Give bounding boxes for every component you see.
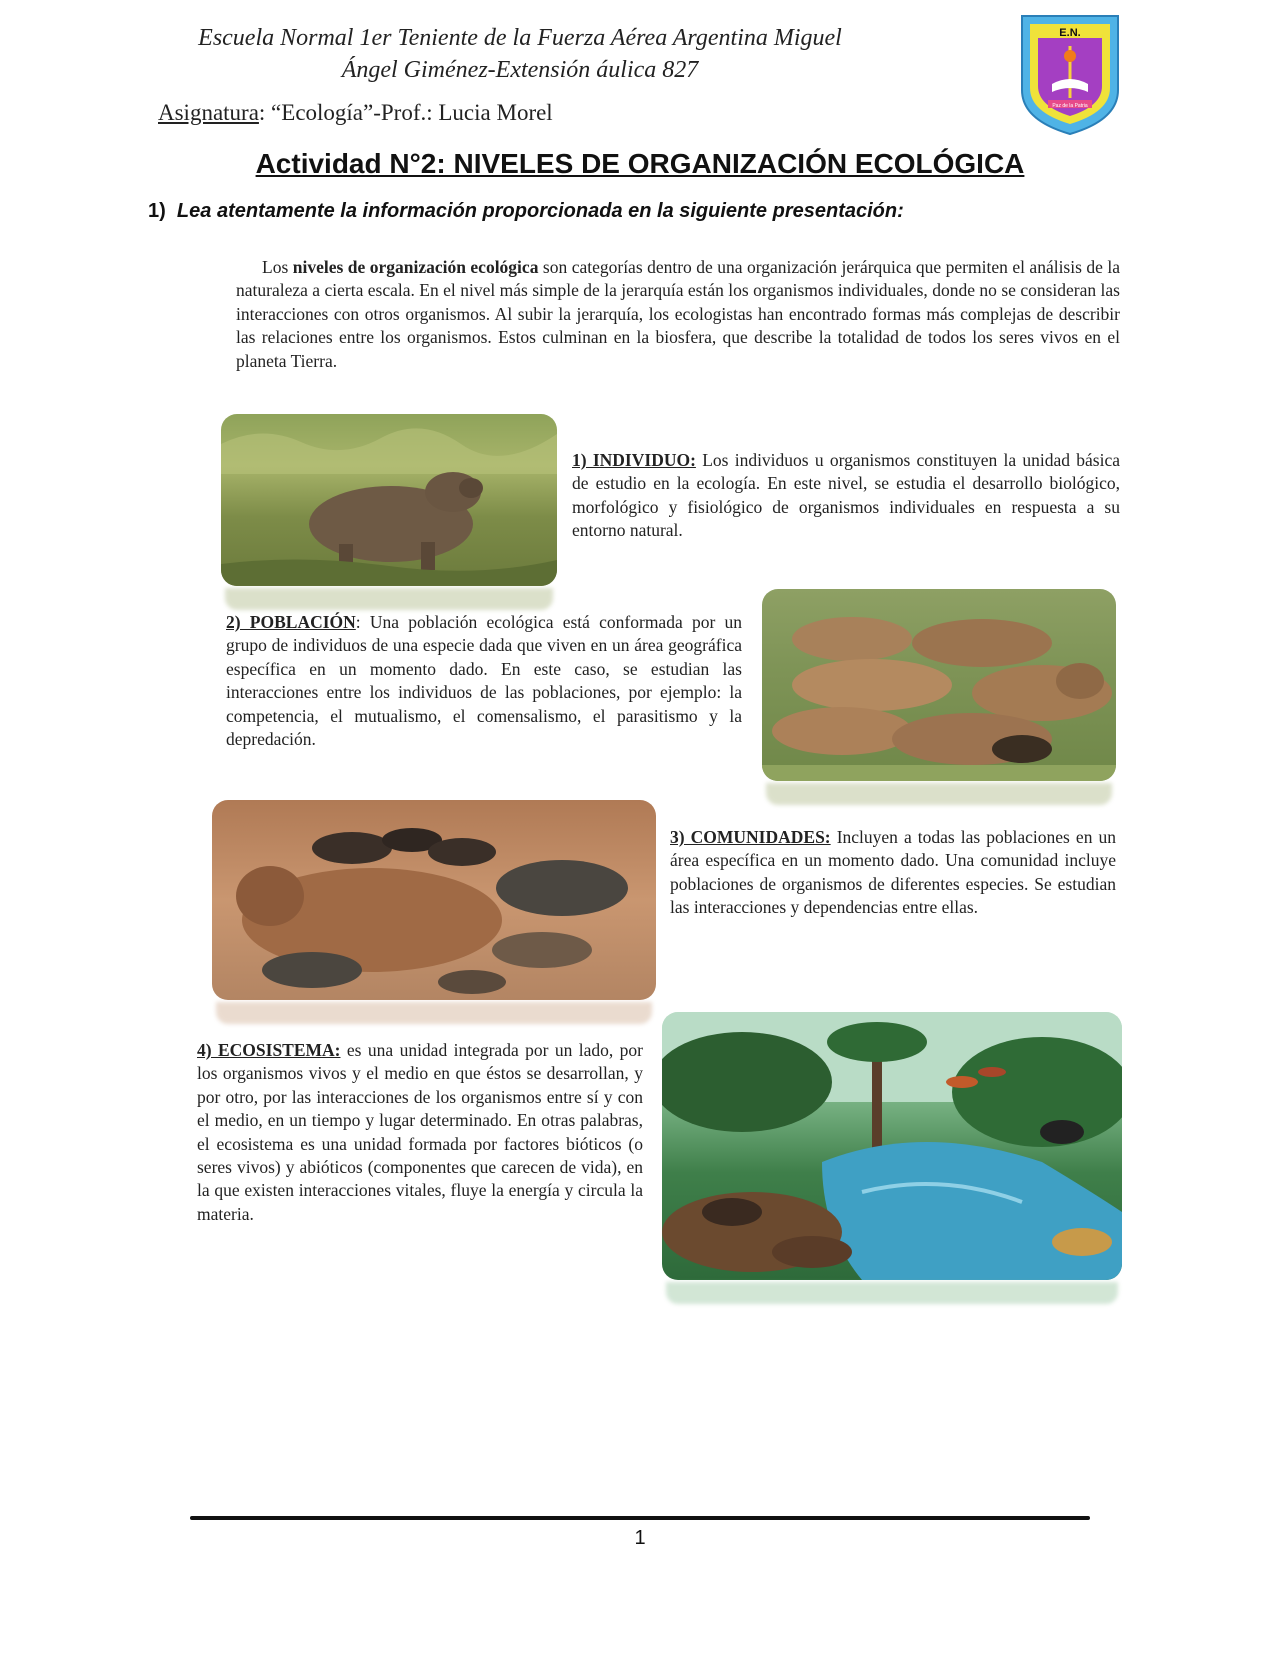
footer-rule	[190, 1516, 1090, 1520]
page-title: Actividad N°2: NIVELES DE ORGANIZACIÓN ECOLÓGICA	[255, 148, 1025, 179]
logo-motto: Paz de la Patria	[1052, 103, 1088, 109]
intro-post: son categorías dentro de una organización jerárquica que permiten el análisis de la naturaleza a cierta escala. En el nivel más simple de la jerarquía están los organismos individuales, donde no se consideran las interacciones con otros organismos. Al subir la jerarquía, los ecologistas han encontrado formas más complejas de describir las relaciones entre los organismos. Estos culminan en la biosfera, que describe la totalidad de todos los seres vivos en el planeta Tierra.	[236, 257, 1120, 371]
level-individuo-text: Los individuos u organismos constituyen la unidad básica de estudio en la ecología. En este nivel, se estudia el desarrollo biológico, morfológico y fisiológico de organismos individuales en respuesta a su entorno natural.	[572, 450, 1121, 541]
school-logo	[1018, 12, 1122, 138]
level-individuo-heading: 1) INDIVIDUO:	[572, 450, 696, 470]
capybara-population-photo	[762, 589, 1116, 781]
level-comunidades-heading: 3) COMUNIDADES:	[670, 827, 831, 847]
school-name	[140, 22, 900, 86]
intro-paragraph	[236, 256, 1120, 373]
level-comunidades-text: Incluyen a todas las poblaciones en un área específica en un momento dado. Una comunidad incluye poblaciones de organismos de diferentes especies. Se estudian las interacciones y dependencias entre ellas.	[670, 827, 1116, 918]
logo-text-top: E.N.	[1059, 27, 1081, 39]
level-poblacion-heading: 2) POBLACIÓN	[226, 612, 356, 632]
level-ecosistema-text: es una unidad integrada por un lado, por los organismos vivos y el medio en que éstos se desarrollan, y por otro, por las interacciones de los organismos entre sí y con el medio, en un tiempo y lugar determinado. En otras palabras, el ecosistema es una unidad formada por factores bióticos (o seres vivos) y abióticos (componentes que carecen de vida), en la que existen interacciones vitales, fluye la energía y circula la materia.	[197, 1040, 643, 1224]
ecosystem-illustration	[662, 1012, 1122, 1280]
instruction-text: Lea atentamente la información proporcionada en la siguiente presentación:	[176, 200, 904, 222]
level-individuo	[572, 449, 1120, 543]
capybara-individual-photo	[221, 414, 557, 586]
page-number: 1	[634, 1527, 646, 1549]
school-name-line2: Ángel Giménez-Extensión áulica 827	[341, 57, 699, 83]
instruction	[148, 200, 904, 223]
instruction-number: 1)	[148, 200, 166, 222]
level-poblacion	[226, 611, 742, 751]
level-ecosistema	[197, 1039, 643, 1226]
level-comunidades	[670, 826, 1116, 920]
subject-line	[158, 100, 553, 126]
community-animals-photo	[212, 800, 656, 1000]
intro-pre: Los	[262, 257, 293, 277]
subject-label: Asignatura	[158, 100, 259, 125]
subject-teacher: : “Ecología”-Prof.: Lucia Morel	[258, 100, 553, 125]
level-ecosistema-heading: 4) ECOSISTEMA:	[197, 1040, 341, 1060]
intro-bold: niveles de organización ecológica	[292, 257, 539, 277]
school-name-line1: Escuela Normal 1er Teniente de la Fuerza Aérea Argentina Miguel	[198, 25, 842, 51]
level-poblacion-text: : Una población ecológica está conformada por un grupo de individuos de una especie dada que viven en un área geográfica específica en un momento dado. En este caso, se estudian las interacciones entre los individuos de las poblaciones, por ejemplo: la competencia, el mutualismo, el comensalismo, el parasitismo y la depredación.	[226, 612, 742, 750]
